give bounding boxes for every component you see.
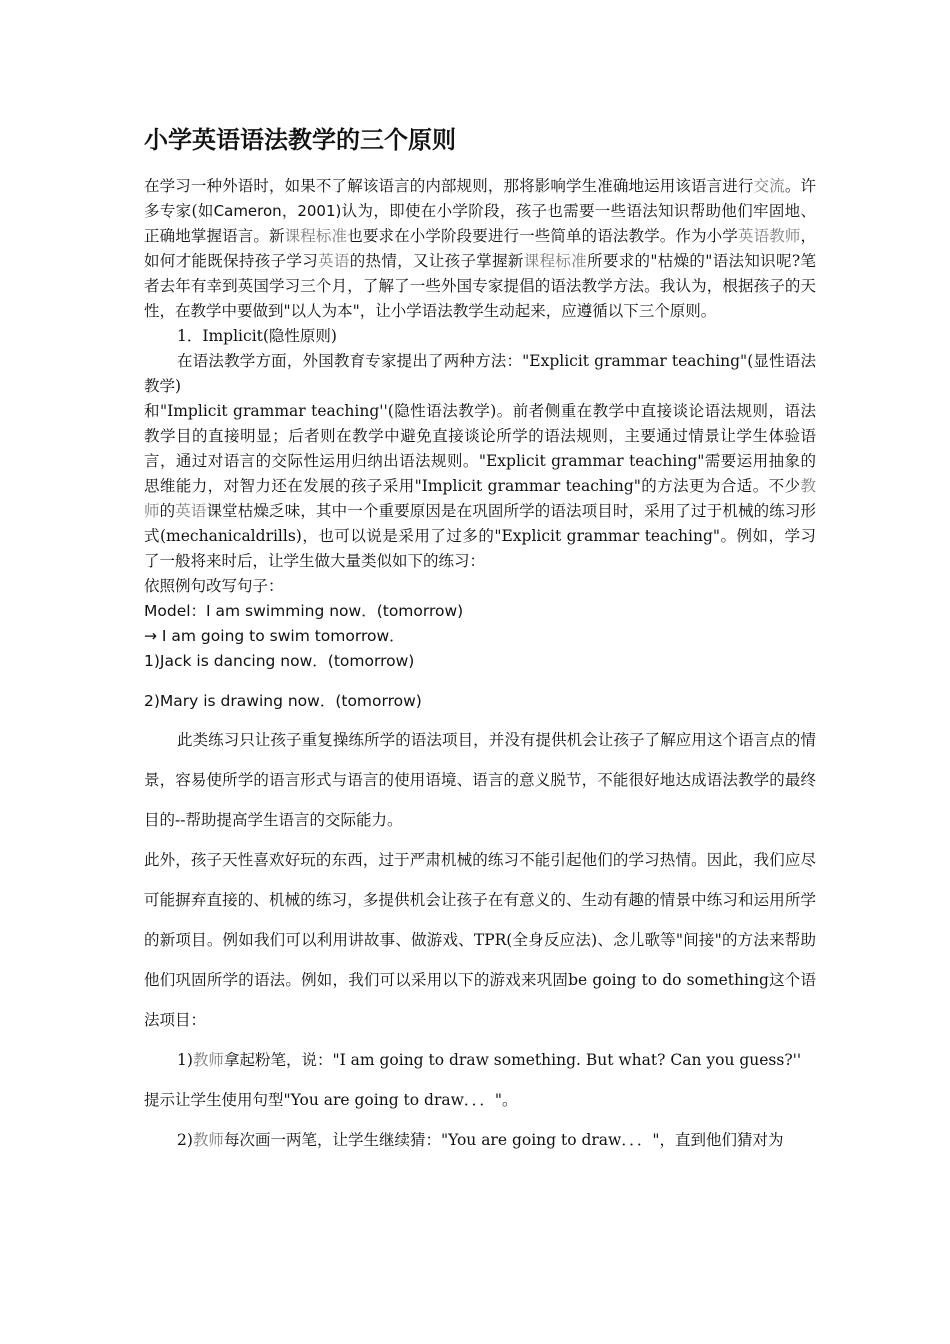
text-run: ，如何才能既保持孩子学习 [144, 227, 816, 270]
text-run: 每次画一两笔，让学生继续猜："You are going to draw．．．"，直到他们猜对为 [223, 1131, 784, 1149]
link-jiaoliu[interactable]: 交流 [753, 177, 785, 195]
paragraph-methods-a: 在语法教学方面，外国教育专家提出了两种方法："Explicit grammar teaching"(显性语法教学) [144, 352, 816, 395]
game-step-1 [144, 1040, 816, 1080]
link-teacher[interactable]: 教师 [192, 1131, 224, 1149]
text-run: 。许多专家(如 [144, 177, 816, 220]
spacer [144, 674, 816, 689]
game-step-1-hint: 提示让学生使用句型"You are going to draw．．．"。 [144, 1091, 518, 1109]
intro-paragraph [144, 174, 816, 324]
link-curriculum-standard[interactable]: 课程标准 [284, 227, 348, 245]
exercise-model-answer: → I am going to swim tomorrow． [144, 627, 405, 645]
text-run: 也要求在小学阶段要进行一些简单的语法教学。作为小学 [347, 227, 738, 245]
link-english[interactable]: 英语 [318, 252, 350, 270]
text-run: 拿起粉笔，说："I am going to draw something. But what? Can you guess?'' [223, 1051, 802, 1069]
text-run: 的热情，又让孩子掌握新 [349, 252, 524, 270]
document-title: 小学英语语法教学的三个原则 [144, 125, 456, 154]
paragraph-methods-b [144, 399, 816, 574]
link-teacher[interactable]: 教师 [192, 1051, 224, 1069]
exercise-question-1: 1)Jack is dancing now．(tomorrow) [144, 652, 415, 670]
text-run: 所要求的"枯燥的"语法知识呢?笔者去年有幸到英国学习三个月，了解了一些外国专家提倡的语法教学方法。我认为，根据孩子的天性，在教学中要做到"以人为本"，让小学语法教学生动起来，应遵循以下三个原则。 [144, 252, 816, 320]
game-step-2 [144, 1120, 816, 1160]
exercise-instruction: 依照例句改写句子： [144, 577, 284, 595]
text-run: 1) [177, 1051, 193, 1069]
section-heading-implicit: 1．Implicit(隐性原则) [177, 327, 337, 345]
text-run: 2) [177, 1131, 193, 1149]
text-run: 认为，即使在小学阶段，孩子也需要一些语法知识帮助他们牢固地、正确地掌握语言。新 [144, 202, 816, 245]
document-page [144, 120, 816, 1160]
exercise-model: Model：I am swimming now．(tomorrow) [144, 602, 464, 620]
link-english-teacher[interactable]: 英语教师 [737, 227, 801, 245]
text-run: Cameron，2001) [213, 202, 342, 220]
text-run: 课堂枯燥乏味，其中一个重要原因是在巩固所学的语法项目时，采用了过于机械的练习形式(mechanicaldrills)，也可以说是采用了过多的"Explicit grammar teaching"。例如，学习了一般将来时后，让学生做大量类似如下的练习： [144, 502, 816, 570]
text-run: 和"Implicit grammar teaching''(隐性语法教学)。前者侧重在教学中直接谈论语法规则，语法教学目的直接明显；后者则在教学中避免直接谈论所学的语法规则，主要通过情景让学生体验语言，通过对语言的交际性运用归纳出语法规则。"Explicit grammar teaching"需要运用抽象的思维能力，对智力还在发展的孩子采用"Implicit grammar teaching"的方法更为合适。不少 [144, 402, 816, 495]
link-teacher[interactable]: 教师 [144, 477, 816, 520]
paragraph-indirect-methods: 此外，孩子天性喜欢好玩的东西，过于严肃机械的练习不能引起他们的学习热情。因此，我们应尽可能摒弃直接的、机械的练习，多提供机会让孩子在有意义的、生动有趣的情景中练习和运用所学的新项目。例如我们可以利用讲故事、做游戏、TPR(全身反应法)、念儿歌等"间接"的方法来帮助他们巩固所学的语法。例如，我们可以采用以下的游戏来巩固be going to do something这个语法项目： [144, 851, 816, 1029]
text-run: 在学习一种外语时，如果不了解该语言的内部规则，那将影响学生准确地运用该语言进行 [144, 177, 754, 195]
link-english[interactable]: 英语 [175, 502, 207, 520]
exercise-question-2: 2)Mary is drawing now．(tomorrow) [144, 692, 422, 710]
text-run: 的 [159, 502, 176, 520]
paragraph-drill-critique: 此类练习只让孩子重复操练所学的语法项目，并没有提供机会让孩子了解应用这个语言点的情景，容易使所学的语言形式与语言的使用语境、语言的意义脱节，不能很好地达成语法教学的最终目的--帮助提高学生语言的交际能力。 [144, 731, 816, 829]
link-curriculum-standard[interactable]: 课程标准 [523, 252, 588, 270]
